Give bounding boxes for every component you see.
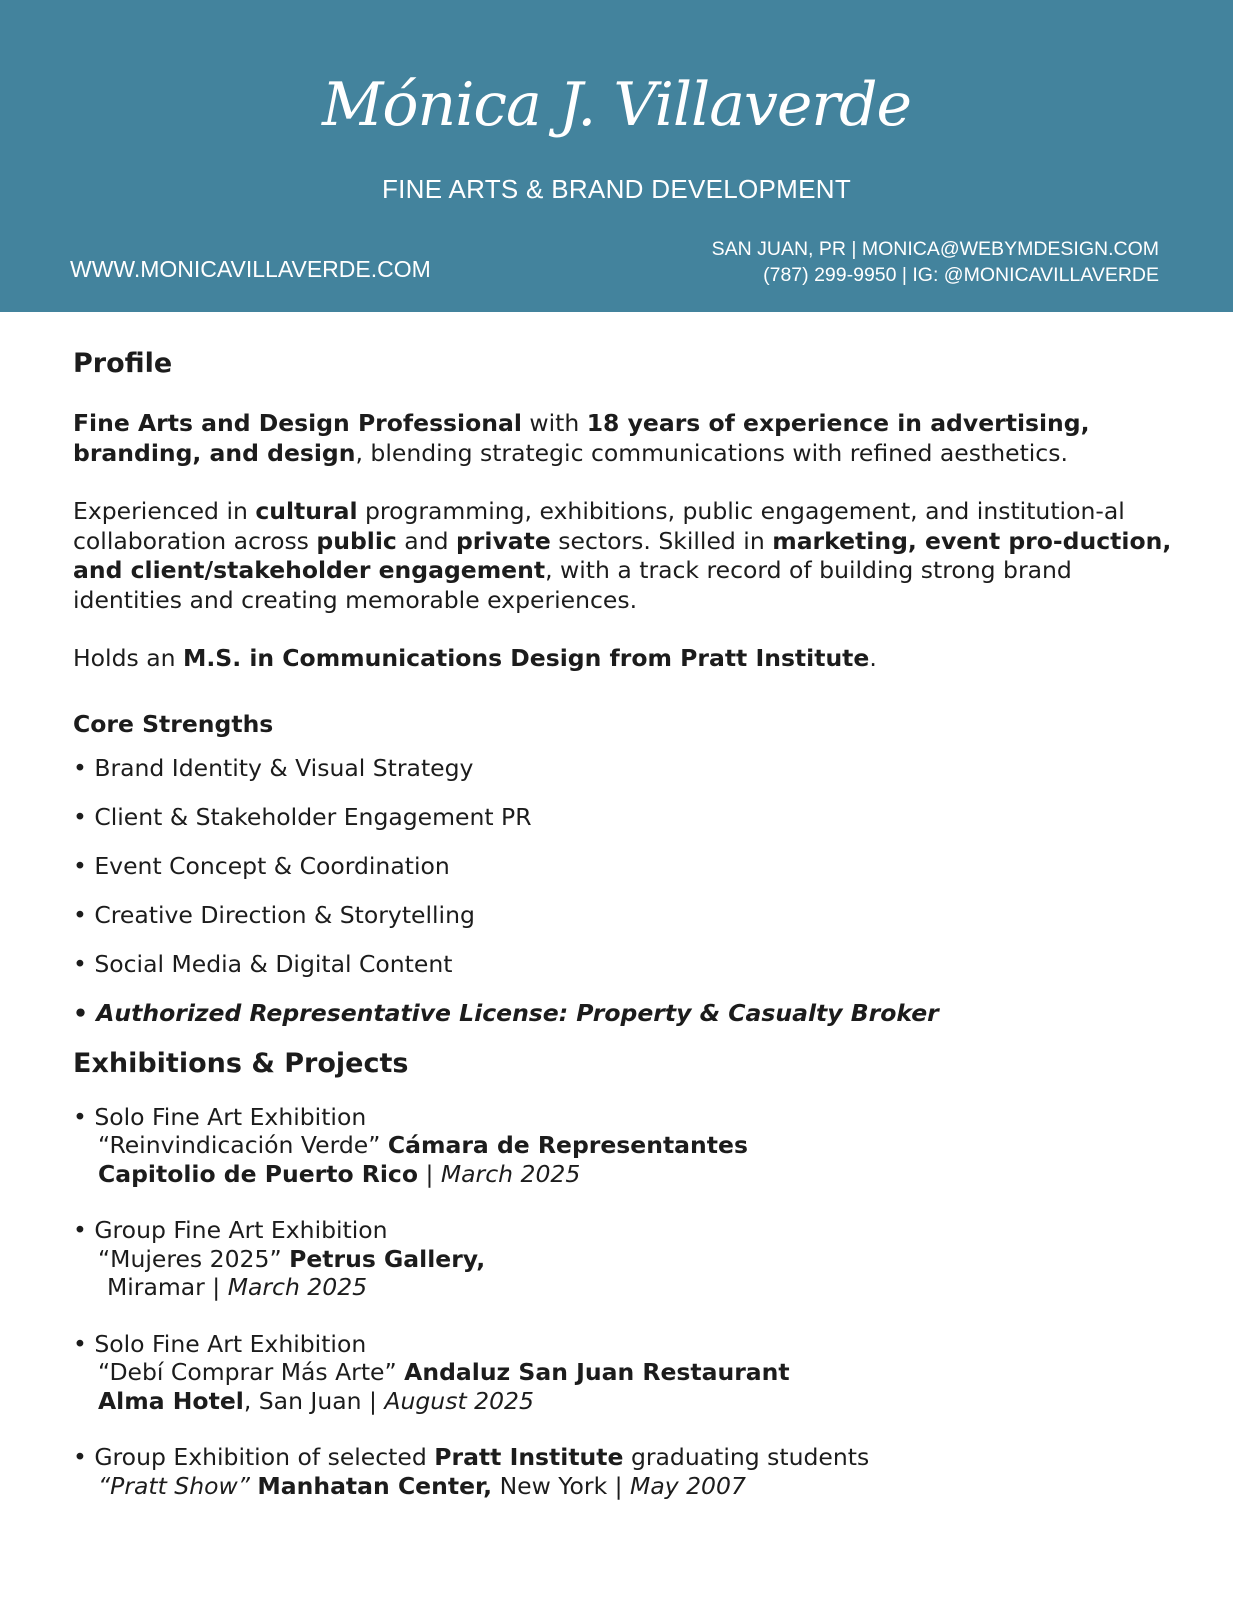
website-link[interactable]: WWW.MONICAVILLAVERDE.COM — [70, 256, 431, 282]
name-logo: Mónica J. Villaverde — [322, 70, 911, 140]
strength-item: • Client & Stakeholder Engagement PR — [73, 802, 532, 831]
strength-item: • Social Media & Digital Content — [73, 949, 453, 978]
contact-info — [712, 236, 1159, 288]
exhibition-item: • Group Fine Art Exhibition “Mujeres 2025” Petrus Gallery, Miramar | March 2025 — [73, 1216, 486, 1301]
exhibition-item: • Solo Fine Art Exhibition “Reinvindicación Verde” Cámara de Representantes Capitolio de Puerto Rico | March 2025 — [73, 1102, 748, 1188]
strength-item: • Event Concept & Coordination — [73, 851, 450, 880]
profile-heading: Profile — [73, 348, 173, 379]
exhibition-item: • Group Exhibition of selected Pratt Institute graduating students “Pratt Show” Manhatan Center, New York | May 2007 — [73, 1443, 870, 1500]
strength-item: • Creative Direction & Storytelling — [73, 900, 475, 929]
profile-paragraph-1: Fine Arts and Design Professional with 18 years of experience in advertising, branding, and design, blending strategic communications with refined aesthetics. — [73, 409, 1090, 467]
core-strengths-heading: Core Strengths — [73, 709, 274, 738]
profile-paragraph-3: Holds an M.S. in Communications Design from Pratt Institute. — [73, 644, 877, 672]
profile-paragraph-2: Experienced in cultural programming, exhibitions, public engagement, and institution-al collaboration across public and private sectors. Skilled in marketing, event pro-duction, and client/stakeholder engagement, with a track record of building strong brand identities and creating memorable experiences. — [73, 497, 1172, 614]
header-banner — [0, 0, 1233, 312]
contact-line-location-email: SAN JUAN, PR | MONICA@WEBYMDESIGN.COM — [711, 238, 1159, 260]
tagline: FINE ARTS & BRAND DEVELOPMENT — [381, 174, 852, 204]
contact-line-phone-instagram: (787) 299-9950 | IG: @MONICAVILLAVERDE — [763, 264, 1159, 286]
exhibitions-heading: Exhibitions & Projects — [73, 1047, 409, 1079]
strength-item: • Brand Identity & Visual Strategy — [73, 753, 474, 782]
exhibition-item: • Solo Fine Art Exhibition “Debí Comprar Más Arte” Andaluz San Juan Restaurant Alma Hotel, San Juan | August 2025 — [73, 1329, 790, 1415]
strength-item-license: • Authorized Representative License: Property & Casualty Broker — [73, 998, 939, 1027]
resume-body — [73, 348, 1173, 1528]
